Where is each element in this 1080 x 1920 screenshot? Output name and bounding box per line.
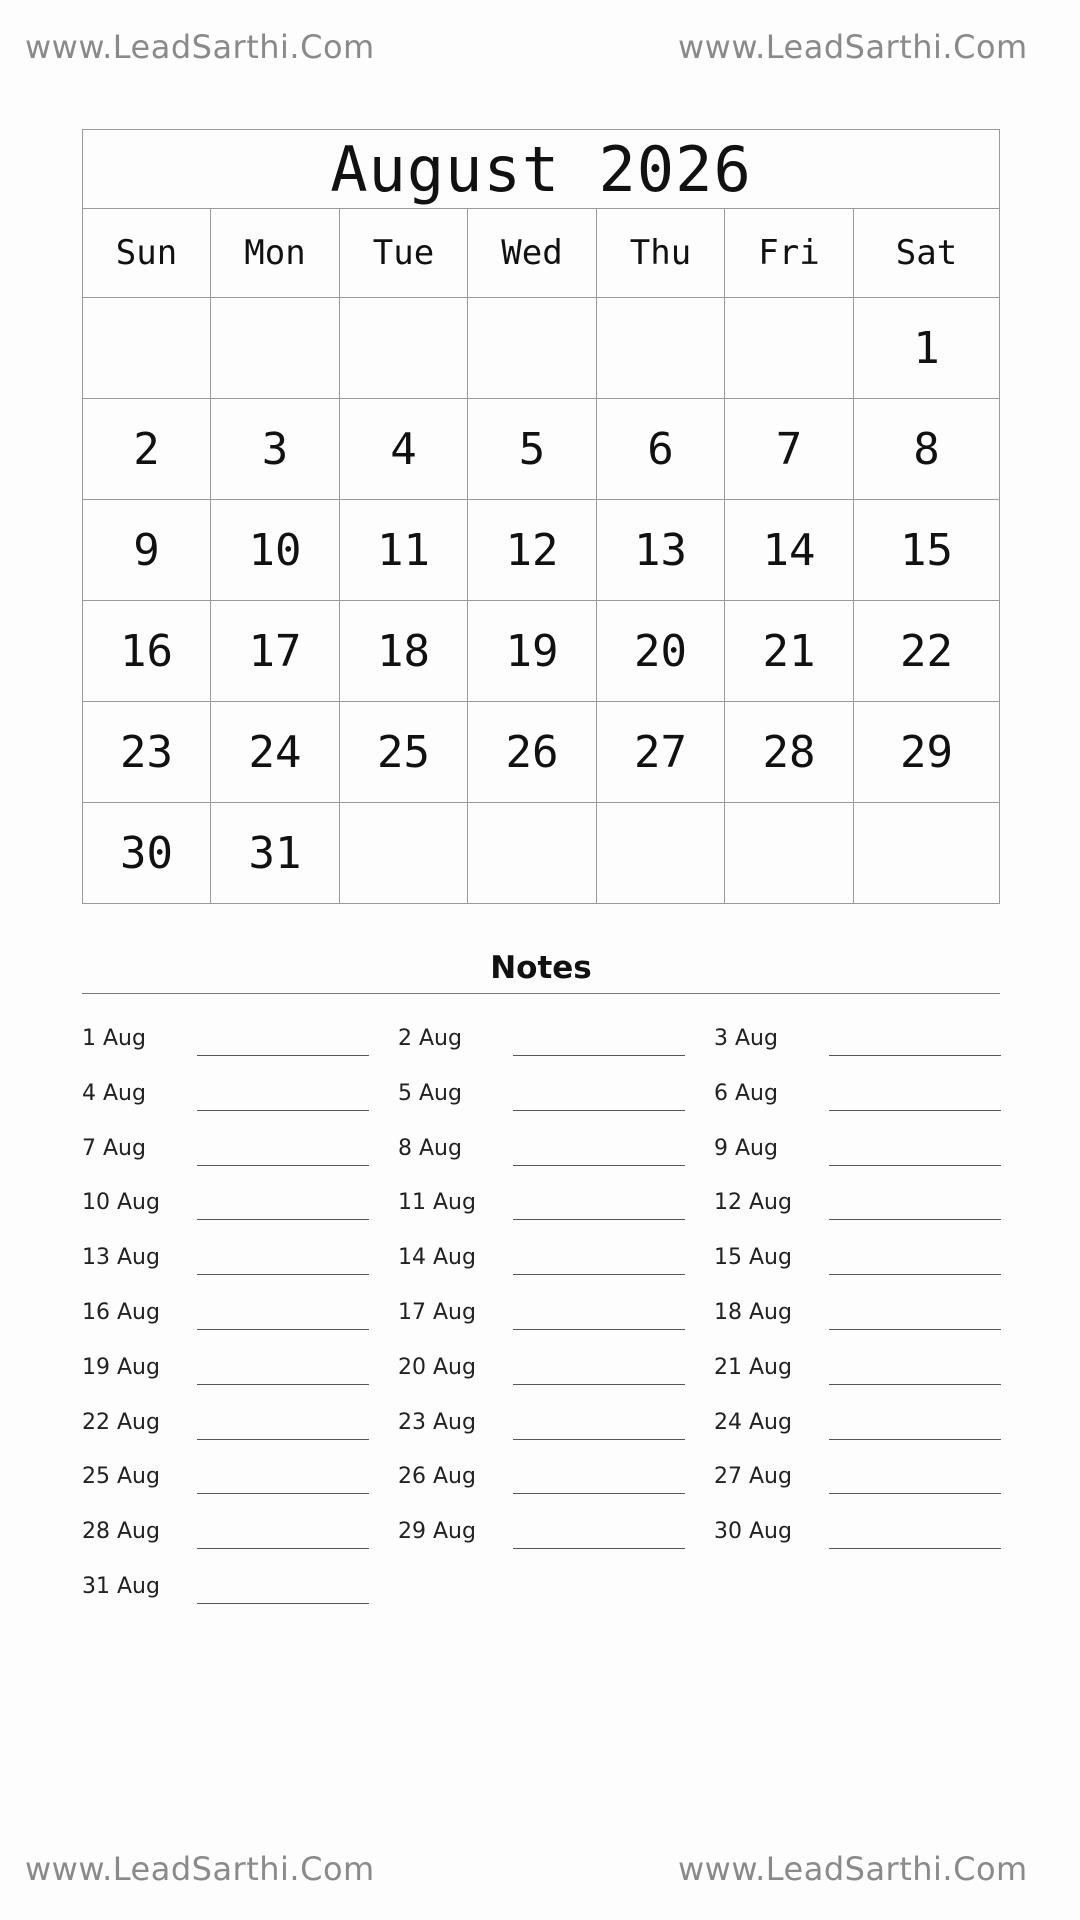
note-write-line [197,1493,369,1494]
note-entry [714,1128,1004,1168]
note-date-label: 27 Aug [714,1464,792,1490]
day-cell: 20 [597,601,725,702]
note-write-line [513,1274,685,1275]
note-entry [82,1073,372,1113]
day-cell: 22 [854,601,999,702]
day-cell: 19 [468,601,597,702]
note-date-label: 22 Aug [82,1409,160,1435]
empty-day-cell [597,803,725,904]
notes-divider [82,993,1000,994]
note-date-label: 2 Aug [398,1026,462,1051]
note-entry [714,1237,1004,1277]
calendar-grid [83,209,999,904]
day-cell: 5 [468,399,597,500]
note-date-label: 14 Aug [398,1245,476,1271]
day-cell: 21 [725,601,854,702]
note-entry [398,1128,688,1168]
note-date-label: 13 Aug [82,1245,160,1271]
note-write-line [197,1219,369,1220]
note-date-label: 7 Aug [82,1135,146,1161]
note-date-label: 5 Aug [398,1080,462,1106]
note-entry [82,1566,372,1606]
notes-title: Notes [490,950,592,986]
weekday-header: Wed [468,209,597,298]
note-date-label: 8 Aug [398,1135,462,1161]
note-entry [398,1456,688,1496]
note-date-label: 9 Aug [714,1135,778,1161]
weekday-header: Sun [83,209,211,298]
watermark-bottom-left: www.LeadSarthi.Com [25,1850,375,1888]
day-cell: 3 [211,399,340,500]
note-entry [714,1456,1004,1496]
empty-day-cell [340,803,468,904]
note-date-label: 29 Aug [398,1519,476,1545]
note-entry [398,1182,688,1222]
day-cell: 2 [83,399,211,500]
note-entry [714,1018,1004,1058]
empty-day-cell [468,298,597,399]
note-write-line [829,1165,1001,1166]
day-cell: 29 [854,702,999,803]
day-cell: 31 [211,803,340,904]
note-date-label: 21 Aug [714,1354,792,1380]
day-cell: 30 [83,803,211,904]
note-date-label: 15 Aug [714,1245,792,1271]
note-write-line [513,1384,685,1385]
note-entry [398,1018,688,1058]
empty-day-cell [725,298,854,399]
note-write-line [829,1055,1001,1056]
note-write-line [829,1439,1001,1440]
note-entry [398,1073,688,1113]
note-write-line [513,1110,685,1111]
day-cell: 23 [83,702,211,803]
note-date-label: 1 Aug [82,1026,146,1051]
note-write-line [829,1384,1001,1385]
day-cell: 9 [83,500,211,601]
note-entry [714,1073,1004,1113]
day-cell: 27 [597,702,725,803]
note-date-label: 24 Aug [714,1409,792,1435]
note-entry [714,1182,1004,1222]
note-entry [82,1402,372,1442]
note-entry [82,1292,372,1332]
day-cell: 15 [854,500,999,601]
watermark-top-left: www.LeadSarthi.Com [25,28,375,66]
day-cell: 7 [725,399,854,500]
day-cell: 11 [340,500,468,601]
note-write-line [197,1274,369,1275]
note-write-line [513,1055,685,1056]
note-date-label: 11 Aug [398,1190,476,1216]
note-date-label: 31 Aug [82,1574,160,1599]
note-write-line [197,1329,369,1330]
empty-day-cell [468,803,597,904]
note-entry [82,1182,372,1222]
note-date-label: 3 Aug [714,1026,778,1051]
empty-day-cell [211,298,340,399]
note-date-label: 26 Aug [398,1464,476,1490]
note-write-line [197,1110,369,1111]
day-cell: 1 [854,298,999,399]
note-entry [82,1347,372,1387]
day-cell: 28 [725,702,854,803]
calendar [82,129,1000,904]
note-date-label: 16 Aug [82,1300,160,1325]
note-date-label: 28 Aug [82,1519,160,1545]
empty-day-cell [597,298,725,399]
note-entry [398,1292,688,1332]
weekday-header: Mon [211,209,340,298]
day-cell: 12 [468,500,597,601]
note-date-label: 17 Aug [398,1300,476,1325]
weekday-header: Thu [597,209,725,298]
note-write-line [829,1110,1001,1111]
note-write-line [513,1439,685,1440]
day-cell: 24 [211,702,340,803]
note-write-line [197,1548,369,1549]
note-write-line [513,1165,685,1166]
note-date-label: 19 Aug [82,1354,160,1380]
empty-day-cell [854,803,999,904]
note-date-label: 25 Aug [82,1464,160,1490]
note-write-line [197,1165,369,1166]
note-entry [398,1347,688,1387]
note-date-label: 20 Aug [398,1354,476,1380]
note-entry [82,1511,372,1551]
note-date-label: 4 Aug [82,1080,146,1106]
note-write-line [829,1548,1001,1549]
note-entry [398,1402,688,1442]
note-date-label: 12 Aug [714,1190,792,1216]
note-date-label: 6 Aug [714,1080,778,1106]
watermark-bottom-right: www.LeadSarthi.Com [678,1850,1028,1888]
day-cell: 8 [854,399,999,500]
note-entry [398,1237,688,1277]
watermark-top-right: www.LeadSarthi.Com [678,28,1028,66]
note-date-label: 30 Aug [714,1519,792,1545]
note-write-line [513,1548,685,1549]
note-entry [82,1018,372,1058]
note-entry [82,1237,372,1277]
calendar-title: August 2026 [83,130,999,209]
note-write-line [197,1384,369,1385]
note-write-line [829,1493,1001,1494]
note-entry [714,1402,1004,1442]
note-write-line [197,1055,369,1056]
note-write-line [513,1219,685,1220]
day-cell: 25 [340,702,468,803]
day-cell: 18 [340,601,468,702]
note-date-label: 23 Aug [398,1409,476,1435]
day-cell: 17 [211,601,340,702]
day-cell: 26 [468,702,597,803]
day-cell: 6 [597,399,725,500]
note-write-line [829,1219,1001,1220]
note-write-line [829,1274,1001,1275]
note-write-line [829,1329,1001,1330]
note-entry [714,1347,1004,1387]
note-write-line [197,1603,369,1604]
day-cell: 14 [725,500,854,601]
day-cell: 16 [83,601,211,702]
note-entry [398,1511,688,1551]
note-entry [82,1128,372,1168]
empty-day-cell [83,298,211,399]
note-date-label: 18 Aug [714,1300,792,1325]
day-cell: 13 [597,500,725,601]
weekday-header: Fri [725,209,854,298]
day-cell: 4 [340,399,468,500]
note-write-line [513,1493,685,1494]
note-write-line [513,1329,685,1330]
note-entry [714,1292,1004,1332]
note-write-line [197,1439,369,1440]
empty-day-cell [725,803,854,904]
note-entry [82,1456,372,1496]
weekday-header: Tue [340,209,468,298]
note-entry [714,1511,1004,1551]
weekday-header: Sat [854,209,999,298]
day-cell: 10 [211,500,340,601]
empty-day-cell [340,298,468,399]
note-date-label: 10 Aug [82,1190,160,1216]
